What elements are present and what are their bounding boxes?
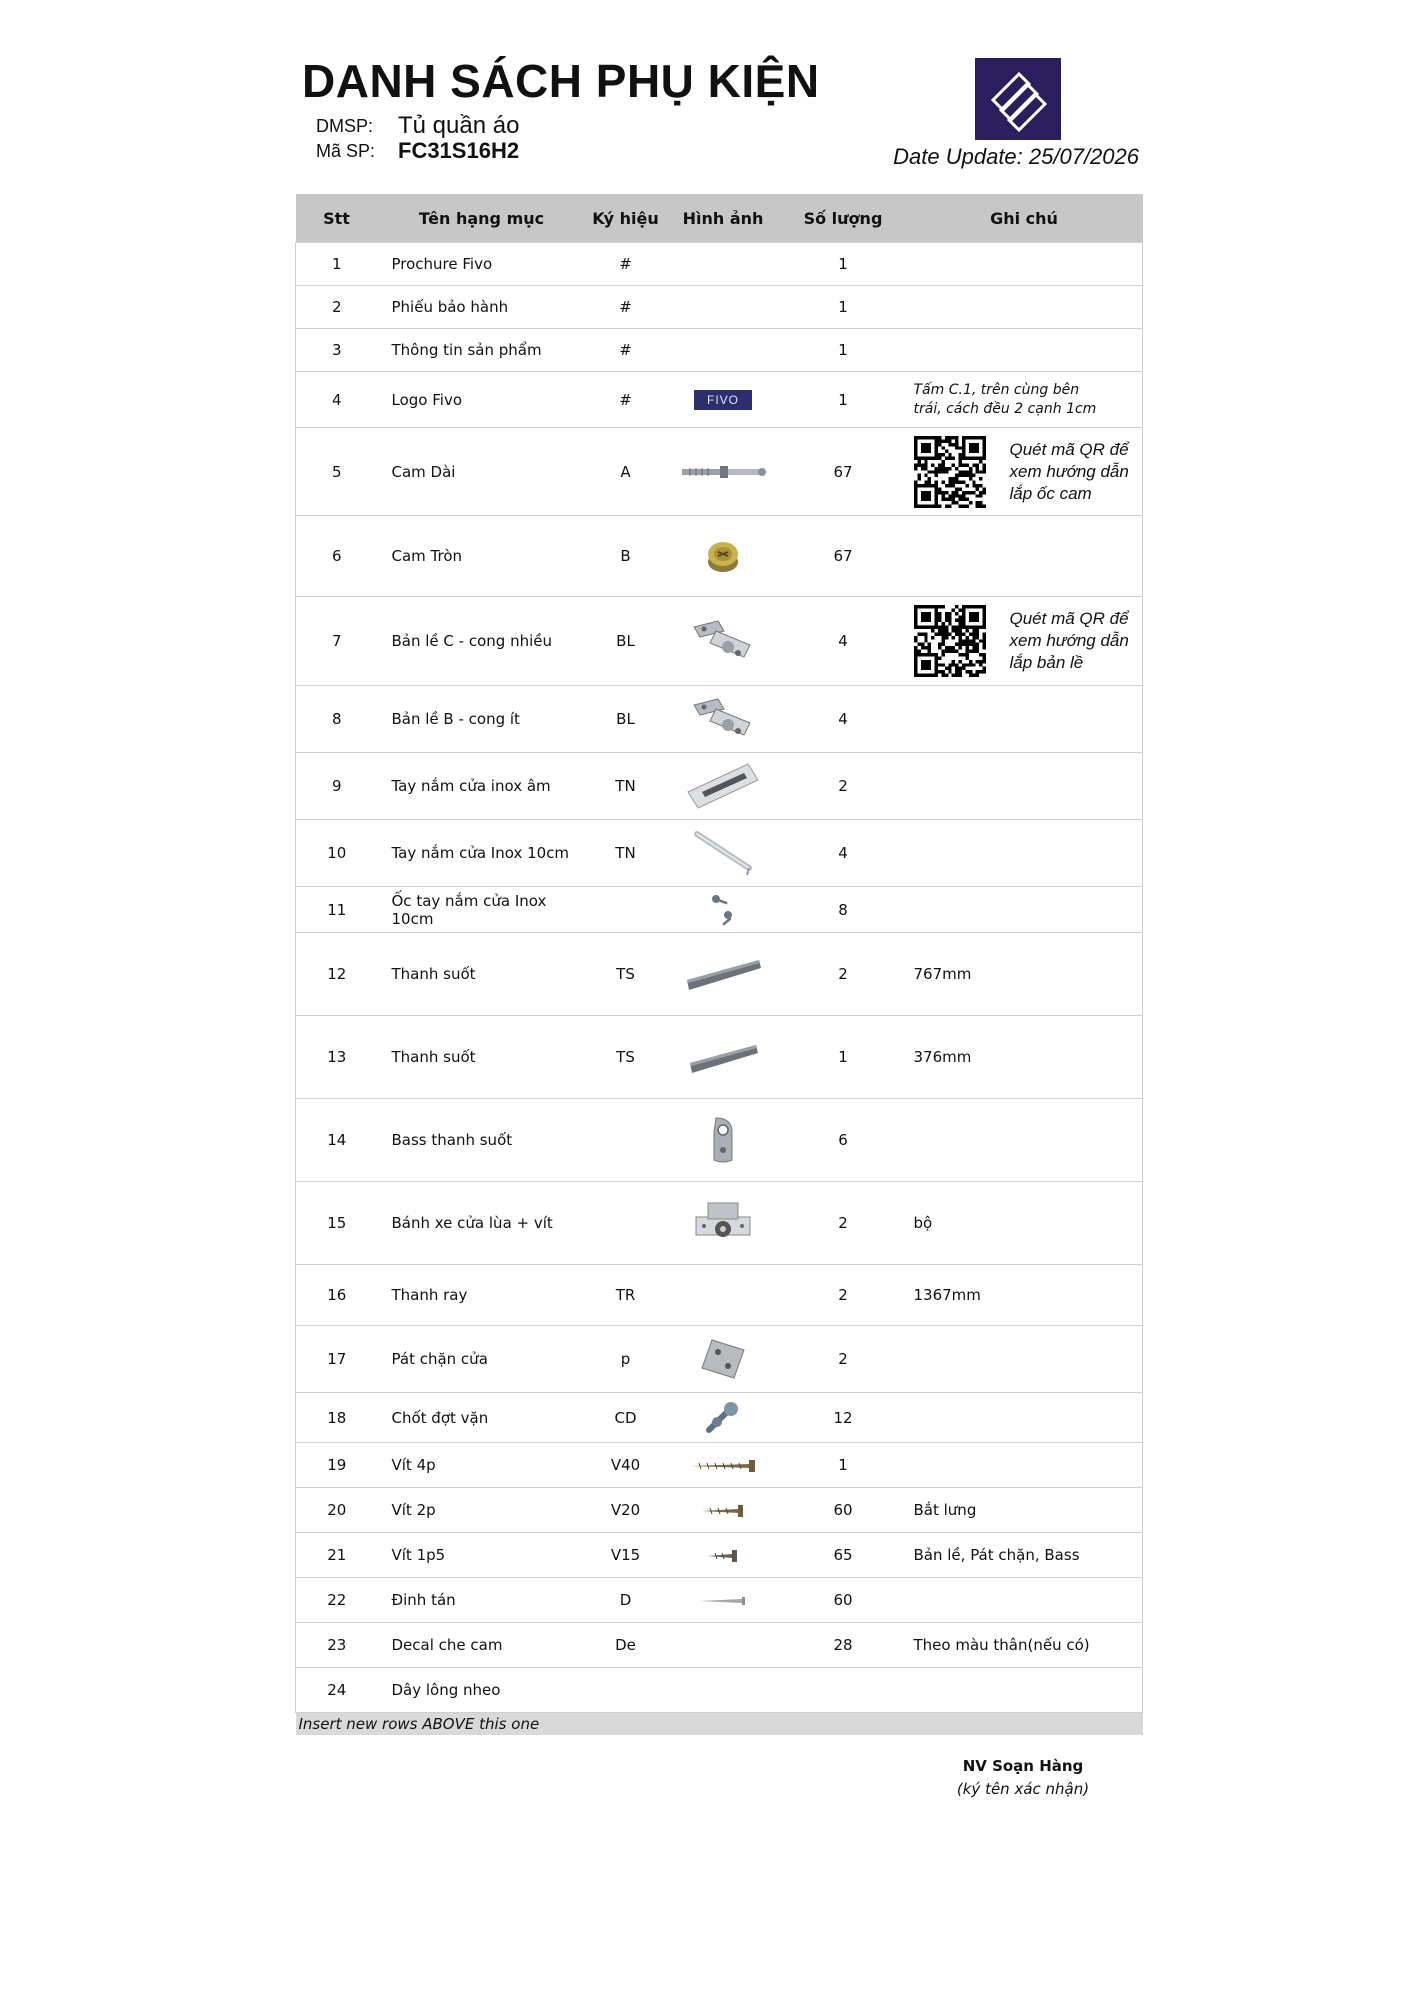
cell-note [906, 1326, 1143, 1393]
table-row [296, 1443, 1143, 1488]
cell-symbol: TN [586, 820, 666, 887]
cell-name: Tay nắm cửa inox âm [378, 753, 586, 820]
shelf-pin-icon [703, 1400, 743, 1436]
table-row [296, 933, 1143, 1016]
cam-lock-icon [703, 536, 743, 576]
cell-quantity: 60 [781, 1578, 906, 1623]
cell-note [906, 428, 1143, 516]
qr-code-icon [914, 436, 986, 508]
cell-symbol [586, 1668, 666, 1713]
cell-quantity: 2 [781, 1326, 906, 1393]
cell-quantity: 60 [781, 1488, 906, 1533]
table-row [296, 1393, 1143, 1443]
cell-name: Bản lề B - cong ít [378, 686, 586, 753]
cell-name: Bản lề C - cong nhiều [378, 597, 586, 686]
screw-short-icon [706, 1549, 740, 1563]
cell-name: Dây lông nheo [378, 1668, 586, 1713]
header-stt: Stt [296, 194, 378, 243]
cell-note [906, 286, 1143, 329]
cell-note: Theo màu thân(nếu có) [906, 1623, 1143, 1668]
cell-image [666, 1326, 781, 1393]
cell-symbol: p [586, 1326, 666, 1393]
cell-image [666, 1443, 781, 1488]
cell-note [906, 820, 1143, 887]
header-note: Ghi chú [906, 194, 1143, 243]
brand-logo [975, 58, 1061, 140]
dmsp-value: Tủ quần áo [398, 112, 520, 139]
cell-symbol: # [586, 372, 666, 428]
cell-image [666, 933, 781, 1016]
cell-stt: 3 [296, 329, 378, 372]
brand-logo-mark-icon [975, 58, 1061, 140]
table-row [296, 753, 1143, 820]
cell-symbol: V40 [586, 1443, 666, 1488]
cell-quantity: 28 [781, 1623, 906, 1668]
cell-note [906, 516, 1143, 597]
cell-stt: 21 [296, 1533, 378, 1578]
cell-symbol: # [586, 329, 666, 372]
cell-image [666, 428, 781, 516]
cell-stt: 4 [296, 372, 378, 428]
cell-image [666, 286, 781, 329]
cell-name: Đinh tán [378, 1578, 586, 1623]
cell-quantity: 67 [781, 428, 906, 516]
cell-note [906, 753, 1143, 820]
table-row [296, 1326, 1143, 1393]
header-image: Hình ảnh [666, 194, 781, 243]
table-row [296, 1016, 1143, 1099]
accessories-table [295, 194, 1143, 1735]
cell-note: Bản lề, Pát chặn, Bass [906, 1533, 1143, 1578]
cell-name: Cam Dài [378, 428, 586, 516]
cell-stt: 17 [296, 1326, 378, 1393]
cell-stt: 5 [296, 428, 378, 516]
cell-name: Thông tin sản phẩm [378, 329, 586, 372]
cell-symbol: D [586, 1578, 666, 1623]
table-row [296, 820, 1143, 887]
cell-name: Decal che cam [378, 1623, 586, 1668]
cell-stt: 6 [296, 516, 378, 597]
cell-symbol: B [586, 516, 666, 597]
handle-screws-icon [708, 893, 738, 927]
cell-image [666, 372, 781, 428]
cell-note: bộ [906, 1182, 1143, 1265]
rail-tube-icon [683, 952, 763, 996]
cell-quantity: 2 [781, 753, 906, 820]
cell-quantity: 1 [781, 329, 906, 372]
cell-name: Ốc tay nắm cửa Inox 10cm [378, 887, 586, 933]
table-row [296, 597, 1143, 686]
screw-medium-icon [700, 1503, 746, 1519]
cell-quantity: 8 [781, 887, 906, 933]
cell-note [906, 597, 1143, 686]
cell-image [666, 1578, 781, 1623]
cell-symbol: TR [586, 1265, 666, 1326]
cell-name: Thanh suốt [378, 1016, 586, 1099]
cell-quantity: 1 [781, 286, 906, 329]
cell-quantity: 1 [781, 243, 906, 286]
rail-tube-icon [686, 1035, 760, 1079]
cell-quantity: 2 [781, 1182, 906, 1265]
cell-image [666, 1182, 781, 1265]
header-quantity: Số lượng [781, 194, 906, 243]
table-row [296, 516, 1143, 597]
qr-instruction: Quét mã QR để xem hướng dẫn lắp ốc cam [1009, 439, 1129, 503]
table-row [296, 1578, 1143, 1623]
cell-note [906, 372, 1143, 428]
cell-name: Thanh suốt [378, 933, 586, 1016]
dmsp-label: DMSP: [316, 116, 374, 136]
table-row [296, 1533, 1143, 1578]
cell-image [666, 1099, 781, 1182]
cell-name: Chốt đợt vặn [378, 1393, 586, 1443]
cell-quantity: 6 [781, 1099, 906, 1182]
header-name: Tên hạng mục [378, 194, 586, 243]
cell-stt: 15 [296, 1182, 378, 1265]
cell-stt: 12 [296, 933, 378, 1016]
insert-row-note: Insert new rows ABOVE this one [296, 1713, 1143, 1736]
cell-symbol: De [586, 1623, 666, 1668]
cell-quantity: 2 [781, 933, 906, 1016]
table-row [296, 1099, 1143, 1182]
cell-image [666, 887, 781, 933]
cell-symbol: TS [586, 933, 666, 1016]
cell-note [906, 1578, 1143, 1623]
cell-quantity: 4 [781, 686, 906, 753]
nail-icon [698, 1596, 748, 1606]
table-header-row [296, 194, 1143, 243]
table-row [296, 1623, 1143, 1668]
cell-symbol: V15 [586, 1533, 666, 1578]
cell-stt: 24 [296, 1668, 378, 1713]
cell-image [666, 753, 781, 820]
cell-symbol: TN [586, 753, 666, 820]
signature-title: NV Soạn Hàng [962, 1757, 1084, 1775]
cell-quantity: 1 [781, 1016, 906, 1099]
cell-symbol: BL [586, 597, 666, 686]
signature-subtitle: (ký tên xác nhận) [956, 1780, 1090, 1798]
table-row [296, 428, 1143, 516]
cell-quantity: 12 [781, 1393, 906, 1443]
cell-symbol: TS [586, 1016, 666, 1099]
date-update: Date Update: 25/07/2026 [893, 144, 1139, 169]
cell-image [666, 597, 781, 686]
ma-sp-label: Mã SP: [316, 141, 376, 161]
cell-image [666, 686, 781, 753]
insert-row-hint [296, 1713, 1143, 1736]
cell-symbol: V20 [586, 1488, 666, 1533]
cell-note [906, 686, 1143, 753]
cell-stt: 18 [296, 1393, 378, 1443]
cell-note [906, 1393, 1143, 1443]
page-title: DANH SÁCH PHỤ KIỆN [302, 55, 820, 107]
cell-name: Pát chặn cửa [378, 1326, 586, 1393]
cell-image [666, 1016, 781, 1099]
cell-symbol: BL [586, 686, 666, 753]
door-stop-plate-icon [698, 1336, 748, 1382]
hinge-icon [688, 617, 758, 665]
cell-stt: 11 [296, 887, 378, 933]
cell-quantity [781, 1668, 906, 1713]
screw-long-icon [687, 1458, 759, 1474]
cell-name: Vít 1p5 [378, 1533, 586, 1578]
cell-quantity: 67 [781, 516, 906, 597]
cell-name: Vít 2p [378, 1488, 586, 1533]
cell-quantity: 1 [781, 372, 906, 428]
table-row [296, 1668, 1143, 1713]
table-row [296, 286, 1143, 329]
table-row [296, 329, 1143, 372]
cell-note [906, 329, 1143, 372]
signature-block [918, 1755, 1128, 1801]
cell-quantity: 4 [781, 597, 906, 686]
rail-bracket-icon [706, 1114, 740, 1166]
cell-stt: 22 [296, 1578, 378, 1623]
cell-symbol: # [586, 286, 666, 329]
cell-symbol: CD [586, 1393, 666, 1443]
cell-name: Cam Tròn [378, 516, 586, 597]
cell-name: Prochure Fivo [378, 243, 586, 286]
cell-symbol [586, 1099, 666, 1182]
cell-image [666, 1623, 781, 1668]
cell-note: 1367mm [906, 1265, 1143, 1326]
cell-symbol: # [586, 243, 666, 286]
cell-quantity: 2 [781, 1265, 906, 1326]
cell-note: 767mm [906, 933, 1143, 1016]
header-symbol: Ký hiệu [586, 194, 666, 243]
cell-stt: 10 [296, 820, 378, 887]
cell-note: 376mm [906, 1016, 1143, 1099]
note-line: Tấm C.1, trên cùng bên [913, 381, 1080, 398]
hinge-icon [688, 695, 758, 743]
cell-stt: 2 [296, 286, 378, 329]
cell-note [906, 1099, 1143, 1182]
bar-handle-icon [691, 828, 755, 878]
cell-stt: 13 [296, 1016, 378, 1099]
sliding-wheel-icon [690, 1199, 756, 1247]
cell-image [666, 1533, 781, 1578]
cell-stt: 9 [296, 753, 378, 820]
cell-image [666, 1265, 781, 1326]
table-row [296, 1488, 1143, 1533]
cell-name: Bánh xe cửa lùa + vít [378, 1182, 586, 1265]
cell-quantity: 1 [781, 1443, 906, 1488]
cell-quantity: 4 [781, 820, 906, 887]
cell-note [906, 1443, 1143, 1488]
cell-stt: 20 [296, 1488, 378, 1533]
note-line: trái, cách đều 2 cạnh 1cm [913, 400, 1097, 417]
cell-image [666, 820, 781, 887]
cell-stt: 23 [296, 1623, 378, 1668]
cell-stt: 19 [296, 1443, 378, 1488]
recessed-handle-icon [684, 758, 762, 814]
cell-stt: 1 [296, 243, 378, 286]
cell-stt: 7 [296, 597, 378, 686]
cell-name: Bass thanh suốt [378, 1099, 586, 1182]
table-row [296, 887, 1143, 933]
cell-symbol [586, 887, 666, 933]
cell-image [666, 1393, 781, 1443]
table-row [296, 1265, 1143, 1326]
table-row [296, 686, 1143, 753]
table-row [296, 372, 1143, 428]
cell-stt: 16 [296, 1265, 378, 1326]
table-row [296, 1182, 1143, 1265]
cell-note [906, 1668, 1143, 1713]
cam-bolt-icon [680, 462, 766, 482]
cell-note: Bắt lưng [906, 1488, 1143, 1533]
cell-name: Tay nắm cửa Inox 10cm [378, 820, 586, 887]
qr-code-icon [914, 605, 986, 677]
cell-stt: 8 [296, 686, 378, 753]
cell-note [906, 887, 1143, 933]
cell-name: Vít 4p [378, 1443, 586, 1488]
cell-image [666, 1488, 781, 1533]
cell-stt: 14 [296, 1099, 378, 1182]
cell-image [666, 516, 781, 597]
cell-name: Logo Fivo [378, 372, 586, 428]
cell-name: Thanh ray [378, 1265, 586, 1326]
cell-note [906, 243, 1143, 286]
cell-quantity: 65 [781, 1533, 906, 1578]
qr-instruction: Quét mã QR để xem hướng dẫn lắp bản lề [1009, 609, 1129, 672]
fivo-logo-icon: FIVO [694, 390, 752, 410]
table-row [296, 243, 1143, 286]
cell-symbol: A [586, 428, 666, 516]
cell-image [666, 243, 781, 286]
cell-symbol [586, 1182, 666, 1265]
cell-image [666, 329, 781, 372]
ma-sp-value: FC31S16H2 [398, 138, 520, 163]
cell-image [666, 1668, 781, 1713]
cell-name: Phiếu bảo hành [378, 286, 586, 329]
